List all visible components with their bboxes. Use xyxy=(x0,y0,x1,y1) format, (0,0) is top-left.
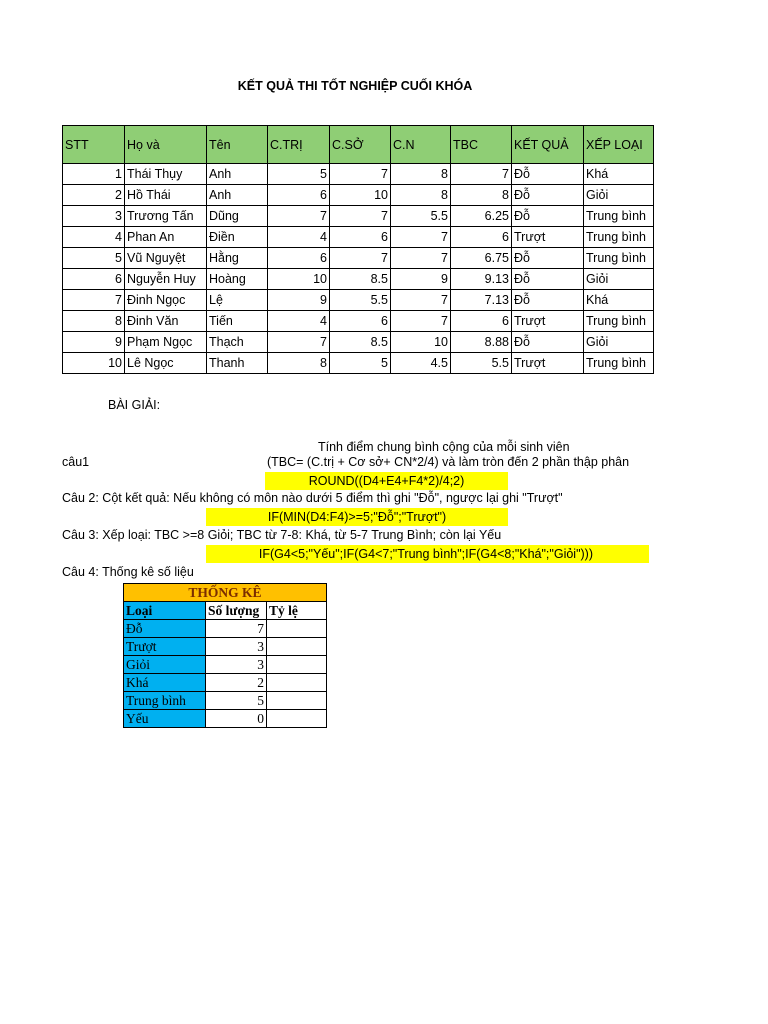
cell-ctri[interactable]: 5 xyxy=(268,164,330,185)
cell-xeploai[interactable]: Khá xyxy=(584,290,654,311)
q1-label: câu1 xyxy=(62,455,90,469)
q1-line2: (TBC= (C.trị + Cơ sở+ CN*2/4) và làm tròn đến 2 phần thập phân xyxy=(267,455,630,469)
cell-ten[interactable]: Anh xyxy=(207,185,268,206)
cell-ketqua[interactable]: Đỗ xyxy=(512,164,584,185)
q2-formula[interactable]: IF(MIN(D4:F4)>=5;"Đỗ";"Trượt") xyxy=(206,508,508,526)
stats-cell-soluong[interactable]: 0 xyxy=(206,710,267,728)
cell-cn[interactable]: 7 xyxy=(391,311,451,332)
cell-cn[interactable]: 10 xyxy=(391,332,451,353)
cell-xeploai[interactable]: Trung bình xyxy=(584,353,654,374)
cell-xeploai[interactable]: Khá xyxy=(584,164,654,185)
stats-cell-tyle[interactable] xyxy=(267,710,327,728)
cell-cn[interactable]: 4.5 xyxy=(391,353,451,374)
cell-cn[interactable]: 7 xyxy=(391,248,451,269)
table-header-row xyxy=(63,126,654,164)
stats-cell-loai[interactable]: Yếu xyxy=(124,710,206,728)
cell-xeploai[interactable]: Trung bình xyxy=(584,206,654,227)
cell-cn[interactable]: 9 xyxy=(391,269,451,290)
header-stt[interactable]: STT xyxy=(63,126,125,164)
table-row xyxy=(63,311,654,332)
stats-cell-loai[interactable]: Trung bình xyxy=(124,692,206,710)
cell-tbc[interactable]: 8 xyxy=(451,185,512,206)
table-row xyxy=(63,269,654,290)
stats-row xyxy=(124,674,327,692)
table-row xyxy=(63,206,654,227)
cell-stt[interactable]: 9 xyxy=(63,332,125,353)
stats-title-row xyxy=(124,584,327,602)
cell-ctri[interactable]: 9 xyxy=(268,290,330,311)
cell-ten[interactable]: Tiến xyxy=(207,311,268,332)
cell-ctri[interactable]: 7 xyxy=(268,206,330,227)
header-cn[interactable]: C.N xyxy=(391,126,451,164)
cell-ketqua[interactable]: Đỗ xyxy=(512,332,584,353)
stats-header-soluong[interactable]: Số lượng xyxy=(206,602,267,620)
cell-cso[interactable]: 10 xyxy=(330,185,391,206)
cell-tbc[interactable]: 7 xyxy=(451,164,512,185)
header-tbc[interactable]: TBC xyxy=(451,126,512,164)
stats-cell-soluong[interactable]: 2 xyxy=(206,674,267,692)
cell-ctri[interactable]: 4 xyxy=(268,311,330,332)
header-ho[interactable]: Họ và xyxy=(125,126,207,164)
stats-cell-loai[interactable]: Trượt xyxy=(124,638,206,656)
cell-cn[interactable]: 8 xyxy=(391,185,451,206)
stats-title[interactable]: THỐNG KÊ xyxy=(124,584,327,602)
q1-formula[interactable]: ROUND((D4+E4+F4*2)/4;2) xyxy=(265,472,508,490)
cell-ten[interactable]: Lệ xyxy=(207,290,268,311)
stats-cell-loai[interactable]: Giỏi xyxy=(124,656,206,674)
cell-ctri[interactable]: 10 xyxy=(268,269,330,290)
cell-ho[interactable]: Hồ Thái xyxy=(125,185,207,206)
cell-cso[interactable]: 8.5 xyxy=(330,269,391,290)
q3-formula[interactable] xyxy=(206,545,649,563)
cell-cn[interactable]: 5.5 xyxy=(391,206,451,227)
cell-ten[interactable]: Thạch xyxy=(207,332,268,353)
cell-ten[interactable]: Anh xyxy=(207,164,268,185)
q2-text: Câu 2: Cột kết quả: Nếu không có môn nào dưới 5 điểm thì ghi "Đỗ", ngược lại ghi "Trượt" xyxy=(62,491,563,505)
stats-cell-tyle[interactable] xyxy=(267,692,327,710)
cell-ketqua[interactable]: Trượt xyxy=(512,227,584,248)
cell-xeploai[interactable]: Trung bình xyxy=(584,227,654,248)
stats-cell-soluong[interactable]: 7 xyxy=(206,620,267,638)
cell-cn[interactable]: 8 xyxy=(391,164,451,185)
cell-ketqua[interactable]: Trượt xyxy=(512,353,584,374)
cell-ho[interactable]: Phạm Ngọc xyxy=(125,332,207,353)
cell-tbc[interactable]: 6.75 xyxy=(451,248,512,269)
cell-stt[interactable]: 8 xyxy=(63,311,125,332)
stats-cell-tyle[interactable] xyxy=(267,674,327,692)
cell-xeploai[interactable]: Trung bình xyxy=(584,248,654,269)
cell-cso[interactable]: 5.5 xyxy=(330,290,391,311)
cell-xeploai[interactable]: Trung bình xyxy=(584,311,654,332)
cell-ho[interactable]: Đinh Văn xyxy=(125,311,207,332)
cell-stt[interactable]: 4 xyxy=(63,227,125,248)
stats-cell-tyle[interactable] xyxy=(267,656,327,674)
cell-ctri[interactable]: 6 xyxy=(268,248,330,269)
cell-ketqua[interactable]: Đỗ xyxy=(512,248,584,269)
cell-ketqua[interactable]: Trượt xyxy=(512,311,584,332)
cell-ten[interactable]: Dũng xyxy=(207,206,268,227)
q4-text: Câu 4: Thống kê số liệu xyxy=(62,565,194,579)
cell-xeploai[interactable]: Giỏi xyxy=(584,332,654,353)
cell-cso[interactable]: 7 xyxy=(330,248,391,269)
cell-stt[interactable]: 1 xyxy=(63,164,125,185)
table-row xyxy=(63,185,654,206)
q3-formula-text: IF(G4<5;"Yếu";IF(G4<7;"Trung bình";IF(G4<8;"Khá";"Giỏi"))) xyxy=(258,547,593,561)
cell-ketqua[interactable]: Đỗ xyxy=(512,206,584,227)
stats-row xyxy=(124,656,327,674)
sheet-title: KẾT QUẢ THI TỐT NGHIỆP CUỐI KHÓA xyxy=(237,79,473,93)
header-cso[interactable]: C.SỞ xyxy=(330,126,391,164)
header-xeploai[interactable]: XẾP LOẠI xyxy=(584,126,654,164)
cell-cn[interactable]: 7 xyxy=(391,227,451,248)
stats-cell-soluong[interactable]: 5 xyxy=(206,692,267,710)
cell-stt[interactable]: 2 xyxy=(63,185,125,206)
stats-row xyxy=(124,620,327,638)
stats-cell-loai[interactable]: Khá xyxy=(124,674,206,692)
cell-ho[interactable]: Vũ Nguyệt xyxy=(125,248,207,269)
solution-heading: BÀI GIẢI: xyxy=(108,398,161,412)
table-row xyxy=(63,290,654,311)
cell-tbc[interactable]: 6 xyxy=(451,311,512,332)
cell-ketqua[interactable]: Đỗ xyxy=(512,290,584,311)
cell-ctri[interactable]: 4 xyxy=(268,227,330,248)
stats-row xyxy=(124,692,327,710)
stats-cell-loai[interactable]: Đỗ xyxy=(124,620,206,638)
cell-cso[interactable]: 7 xyxy=(330,164,391,185)
cell-stt[interactable]: 10 xyxy=(63,353,125,374)
cell-cso[interactable]: 6 xyxy=(330,227,391,248)
table-row xyxy=(63,164,654,185)
cell-ho[interactable]: Phan An xyxy=(125,227,207,248)
cell-ten[interactable]: Hằng xyxy=(207,248,268,269)
stats-header-loai[interactable]: Loại xyxy=(124,602,206,620)
cell-cn[interactable]: 7 xyxy=(391,290,451,311)
stats-row xyxy=(124,638,327,656)
results-table xyxy=(62,125,654,374)
header-ten[interactable]: Tên xyxy=(207,126,268,164)
stats-cell-soluong[interactable]: 3 xyxy=(206,638,267,656)
q1-line1: Tính điểm chung bình cộng của mỗi sinh viên xyxy=(318,440,570,454)
cell-tbc[interactable]: 7.13 xyxy=(451,290,512,311)
q3-text: Câu 3: Xếp loại: TBC >=8 Giỏi; TBC từ 7-8: Khá, từ 5-7 Trung Bình; còn lại Yếu xyxy=(62,528,502,542)
stats-cell-tyle[interactable] xyxy=(267,638,327,656)
cell-ho[interactable]: Thái Thụy xyxy=(125,164,207,185)
cell-ho[interactable]: Đinh Ngọc xyxy=(125,290,207,311)
cell-ho[interactable]: Lê Ngọc xyxy=(125,353,207,374)
stats-cell-tyle[interactable] xyxy=(267,620,327,638)
stats-table xyxy=(123,583,327,728)
cell-cso[interactable]: 7 xyxy=(330,206,391,227)
stats-row xyxy=(124,710,327,728)
cell-ctri[interactable]: 7 xyxy=(268,332,330,353)
cell-tbc[interactable]: 5.5 xyxy=(451,353,512,374)
cell-cso[interactable]: 6 xyxy=(330,311,391,332)
header-ctri[interactable]: C.TRỊ xyxy=(268,126,330,164)
stats-header-tyle[interactable]: Tỷ lệ xyxy=(267,602,327,620)
header-ketqua[interactable]: KẾT QUẢ xyxy=(512,126,584,164)
cell-stt[interactable]: 7 xyxy=(63,290,125,311)
cell-ketqua[interactable]: Đỗ xyxy=(512,185,584,206)
cell-tbc[interactable]: 6 xyxy=(451,227,512,248)
cell-ten[interactable]: Hoàng xyxy=(207,269,268,290)
cell-ctri[interactable]: 8 xyxy=(268,353,330,374)
cell-tbc[interactable]: 6.25 xyxy=(451,206,512,227)
cell-stt[interactable]: 6 xyxy=(63,269,125,290)
stats-cell-soluong[interactable]: 3 xyxy=(206,656,267,674)
cell-xeploai[interactable]: Giỏi xyxy=(584,185,654,206)
stats-header-row xyxy=(124,602,327,620)
table-row xyxy=(63,248,654,269)
cell-tbc[interactable]: 8.88 xyxy=(451,332,512,353)
cell-ho[interactable]: Nguyễn Huy xyxy=(125,269,207,290)
cell-ten[interactable]: Thanh xyxy=(207,353,268,374)
cell-ten[interactable]: Điền xyxy=(207,227,268,248)
cell-stt[interactable]: 5 xyxy=(63,248,125,269)
cell-ho[interactable]: Trương Tấn xyxy=(125,206,207,227)
table-row xyxy=(63,332,654,353)
cell-ctri[interactable]: 6 xyxy=(268,185,330,206)
cell-tbc[interactable]: 9.13 xyxy=(451,269,512,290)
cell-ketqua[interactable]: Đỗ xyxy=(512,269,584,290)
table-row xyxy=(63,353,654,374)
cell-cso[interactable]: 8.5 xyxy=(330,332,391,353)
cell-stt[interactable]: 3 xyxy=(63,206,125,227)
table-row xyxy=(63,227,654,248)
cell-xeploai[interactable]: Giỏi xyxy=(584,269,654,290)
cell-cso[interactable]: 5 xyxy=(330,353,391,374)
